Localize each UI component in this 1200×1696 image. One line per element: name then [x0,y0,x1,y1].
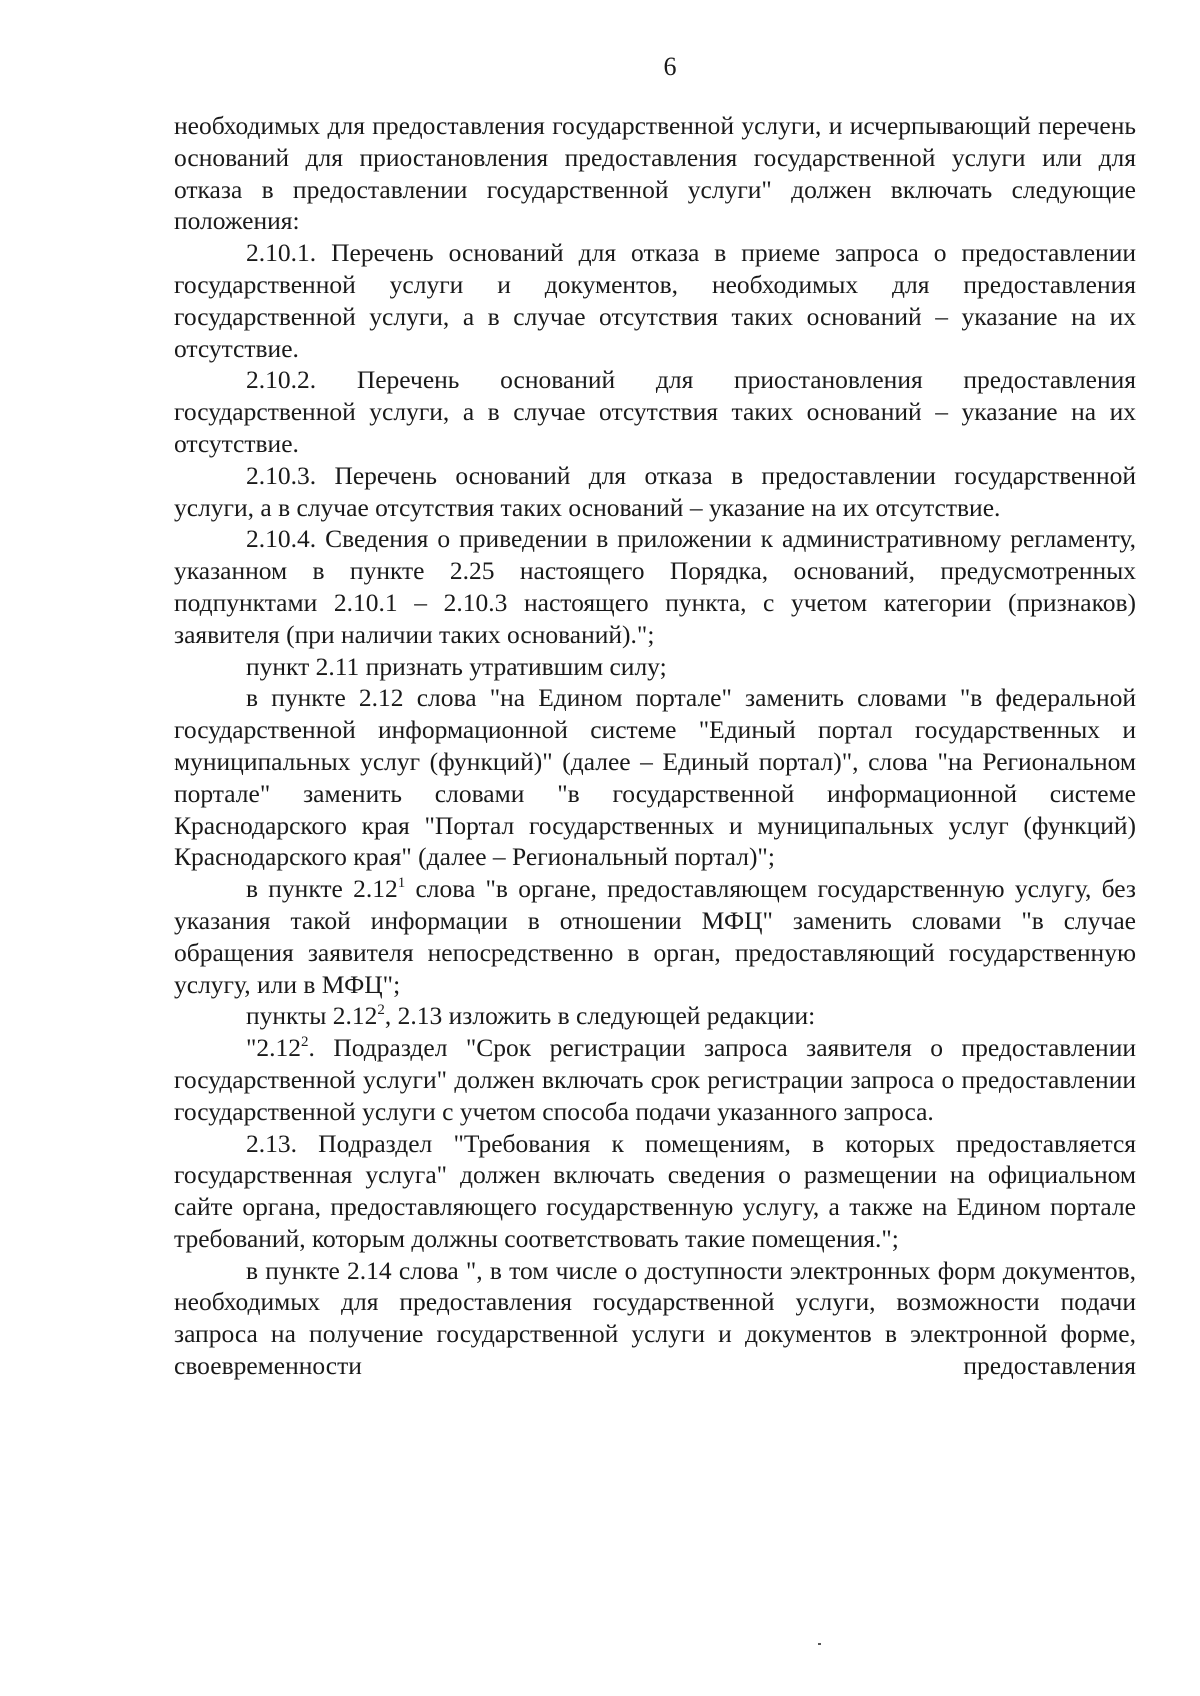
paragraph-2-10-3: 2.10.3. Перечень оснований для отказа в предоставлении государственной услуги, а в случае отсутствия таких оснований – указание на их отсутствие. [174,460,1136,522]
paragraph-2-12-2-intro [174,1000,1136,1032]
superscript-2b: 2 [301,1034,309,1051]
paragraph-2-12-1-text: слова "в органе, предоставляющем государственную услугу, без указания такой информации в отношении МФЦ" заменить словами "в случае обращения заявителя непосредственно в орган, предоставляющий государственную услугу, или в МФЦ"; [174,874,1136,999]
paragraph-2-12-1-lead: в пункте 2.12 [246,874,398,904]
paragraph-2-12-1 [174,873,1136,1000]
paragraph-2-12-2-intro-lead: пункты 2.12 [246,1001,378,1031]
superscript-2: 2 [377,1002,385,1019]
page-number: 6 [663,52,677,81]
paragraph-2-12-2-lead: "2.12 [246,1033,302,1063]
paragraph-2-14: в пункте 2.14 слова ", в том числе о доступности электронных форм документов, необходимых для предоставления государственной услуги, возможности подачи запроса на получение государственной услуги и документов в электронной форме, своевременности предоставления [174,1255,1136,1381]
scan-dot [818,1643,821,1645]
paragraph-2-12-2 [174,1032,1136,1127]
paragraph-2-12: в пункте 2.12 слова "на Едином портале" заменить словами "в федеральной государственной информационной системе "Единый портал государственных и муниципальных услуг (функций)" (далее – Единый портал)", слова "на Региональном портале" заменить словами "в государственной информационной системе Краснодарского края "Портал государственных и муниципальных услуг (функций) Краснодарского края" (далее – Региональный портал)"; [174,683,1136,872]
paragraph-2-10-4: 2.10.4. Сведения о приведении в приложении к административному регламенту, указанном в пункте 2.25 настоящего Порядка, оснований, предусмотренных подпунктами 2.10.1 – 2.10.3 настоящего пункта, с учетом категории (признаков) заявителя (при наличии таких оснований)."; [174,524,1136,649]
paragraph-2-11: пункт 2.11 признать утратившим силу; [246,651,667,681]
paragraph-2-12-2-intro-text: , 2.13 изложить в следующей редакции: [384,1001,816,1031]
document-body [174,110,1136,1382]
paragraph-2-13: 2.13. Подраздел "Требования к помещениям, в которых предоставляется государственная услуга" должен включать сведения о размещении на официальном сайте органа, предоставляющего государственную услугу, а также на Едином портале требований, которым должны соответствовать такие помещения."; [174,1128,1136,1253]
superscript-1: 1 [397,875,406,892]
paragraph-continuation: необходимых для предоставления государственной услуги, и исчерпывающий перечень оснований для приостановления предоставления государственной услуги или для отказа в предоставлении государственной услуги" должен включать следующие положения: [174,111,1136,236]
paragraph-2-12-2-text: . Подраздел "Срок регистрации запроса заявителя о предоставлении государственной услуги" должен включать срок регистрации запроса о предоставлении государственной услуги с учетом способа подачи указанного запроса. [174,1033,1136,1126]
paragraph-2-10-1: 2.10.1. Перечень оснований для отказа в приеме запроса о предоставлении государственной услуги и документов, необходимых для предоставления государственной услуги, а в случае отсутствия таких оснований – указание на их отсутствие. [174,238,1136,363]
paragraph-2-10-2: 2.10.2. Перечень оснований для приостановления предоставления государственной услуги, а в случае отсутствия таких оснований – указание на их отсутствие. [174,365,1136,458]
